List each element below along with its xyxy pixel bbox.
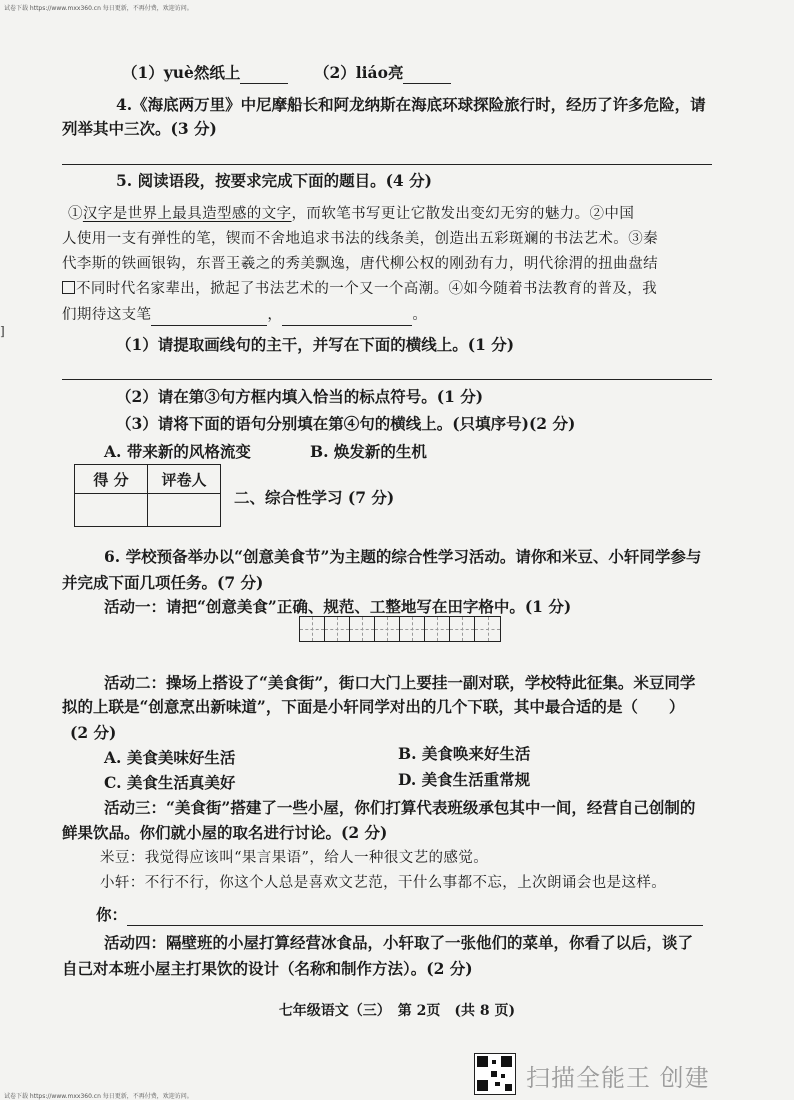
- edge-mark: ]: [0, 324, 5, 338]
- section2-title: 二、综合性学习 (7 分): [234, 488, 395, 507]
- grid-cell[interactable]: [350, 617, 375, 641]
- grid-cell[interactable]: [425, 617, 450, 641]
- grid-cell[interactable]: [475, 617, 500, 641]
- qr-code-icon: [474, 1053, 516, 1095]
- q3-item2: （2）liáo亮: [314, 62, 451, 84]
- activity2-option-d: D. 美食生活重常规: [398, 770, 531, 789]
- q5-para-line4: 不同时代名家辈出，掀起了书法艺术的一个又一个高潮。④如今随着书法教育的普及，我: [62, 278, 657, 300]
- activity4-line2: 自己对本班小屋主打果饮的设计（名称和制作方法）。(2 分): [62, 959, 473, 978]
- activity2-option-c: C. 美食生活真美好: [104, 773, 236, 792]
- q4-line1: 4.《海底两万里》中尼摩船长和阿龙纳斯在海底环球探险旅行时，经历了许多危险，请: [116, 95, 706, 114]
- score-header: 得 分: [75, 465, 148, 494]
- score-cell[interactable]: [75, 494, 148, 527]
- q5-blank1[interactable]: [151, 309, 267, 326]
- score-table: [74, 464, 221, 527]
- q5-underlined-sentence: 汉字是世界上最具造型感的文字: [82, 206, 292, 222]
- midou-line: 米豆：我觉得应该叫“果言果语”，给人一种很文艺的感觉。: [100, 850, 489, 866]
- header-note: 试卷下载 https://www.mxx360.cn 每日更新，不再付费，欢迎访问。: [4, 5, 193, 12]
- activity2-line2: 拟的上联是“创意烹出新味道”，下面是小轩同学对出的几个下联，其中最合适的是（ ）: [62, 697, 685, 716]
- q5-punctuation-box[interactable]: [62, 281, 75, 294]
- xiaoxuan-line: 小轩：不行不行，你这个人总是喜欢文艺范，干什么事都不忘，上次朗诵会也是这样。: [100, 875, 667, 891]
- q5-para-line1: ①汉字是世界上最具造型感的文字，而软笔书写更让它散发出变幻无穷的魅力。②中国: [68, 206, 635, 222]
- activity3-line1: 活动三：“美食街”搭建了一些小屋，你们打算代表班级承包其中一间，经营自己创制的: [104, 798, 696, 817]
- q4-answer-line[interactable]: [62, 164, 712, 165]
- grid-cell[interactable]: [450, 617, 475, 641]
- q5-title: 5. 阅读语段，按要求完成下面的题目。(4 分): [116, 171, 432, 190]
- grid-cell[interactable]: [325, 617, 350, 641]
- you-answer-blank[interactable]: [127, 909, 703, 926]
- activity2-option-a: A. 美食美味好生活: [104, 748, 236, 767]
- footer-note: 试卷下载 https://www.mxx360.cn 每日更新，不再付费，欢迎访问。: [4, 1093, 193, 1100]
- grid-cell[interactable]: [300, 617, 325, 641]
- q5-sub3: （3）请将下面的语句分别填在第④句的横线上。(只填序号)(2 分): [116, 414, 576, 433]
- grader-cell[interactable]: [148, 494, 221, 527]
- q3-blank2[interactable]: [403, 67, 451, 84]
- q5-para-line2: 人使用一支有弹性的笔，锲而不舍地追求书法的线条美，创造出五彩斑斓的书法艺术。③秦: [62, 231, 658, 247]
- tianzige-grid[interactable]: [299, 616, 501, 642]
- q5-sub1-answer-line[interactable]: [62, 379, 712, 380]
- q6-line2: 并完成下面几项任务。(7 分): [62, 573, 264, 592]
- grid-cell[interactable]: [400, 617, 425, 641]
- activity2-line1: 活动二：操场上搭设了“美食街”，街口大门上要挂一副对联，学校特此征集。米豆同学: [104, 673, 696, 692]
- activity1: 活动一：请把“创意美食”正确、规范、工整地写在田字格中。(1 分): [104, 597, 572, 616]
- q5-option-a: A. 带来新的风格流变: [104, 442, 251, 461]
- activity2-line3: (2 分): [70, 723, 117, 742]
- q5-sub2: （2）请在第③句方框内填入恰当的标点符号。(1 分): [116, 387, 484, 406]
- you-line: 你：: [96, 904, 703, 926]
- q3-blank1[interactable]: [240, 67, 288, 84]
- q5-para-line5: 们期待这支笔 ， 。: [62, 304, 427, 326]
- grader-header: 评卷人: [148, 465, 221, 494]
- scanner-watermark: 扫描全能王 创建: [526, 1064, 710, 1092]
- page-footer: 七年级语文（三） 第 2页 (共 8 页): [278, 1003, 516, 1019]
- activity4-line1: 活动四：隔壁班的小屋打算经营冰食品，小轩取了一张他们的菜单，你看了以后，谈了: [104, 933, 694, 952]
- q6-line1: 6. 学校预备举办以“创意美食节”为主题的综合性学习活动。请你和米豆、小轩同学参与: [104, 547, 702, 566]
- activity2-option-b: B. 美食唤来好生活: [398, 744, 531, 763]
- q5-option-b: B. 焕发新的生机: [310, 442, 427, 461]
- grid-cell[interactable]: [375, 617, 400, 641]
- q5-sub1: （1）请提取画线句的主干，并写在下面的横线上。(1 分): [116, 335, 515, 354]
- q3-item1: （1）yuè然纸上: [122, 62, 288, 84]
- activity3-line2: 鲜果饮品。你们就小屋的取名进行讨论。(2 分): [62, 823, 388, 842]
- q5-para-line3: 代李斯的铁画银钩，东晋王羲之的秀美飘逸，唐代柳公权的刚劲有力，明代徐渭的扭曲盘结: [62, 256, 658, 272]
- q4-line2: 列举其中三次。(3 分): [62, 119, 217, 138]
- q5-blank2[interactable]: [282, 309, 412, 326]
